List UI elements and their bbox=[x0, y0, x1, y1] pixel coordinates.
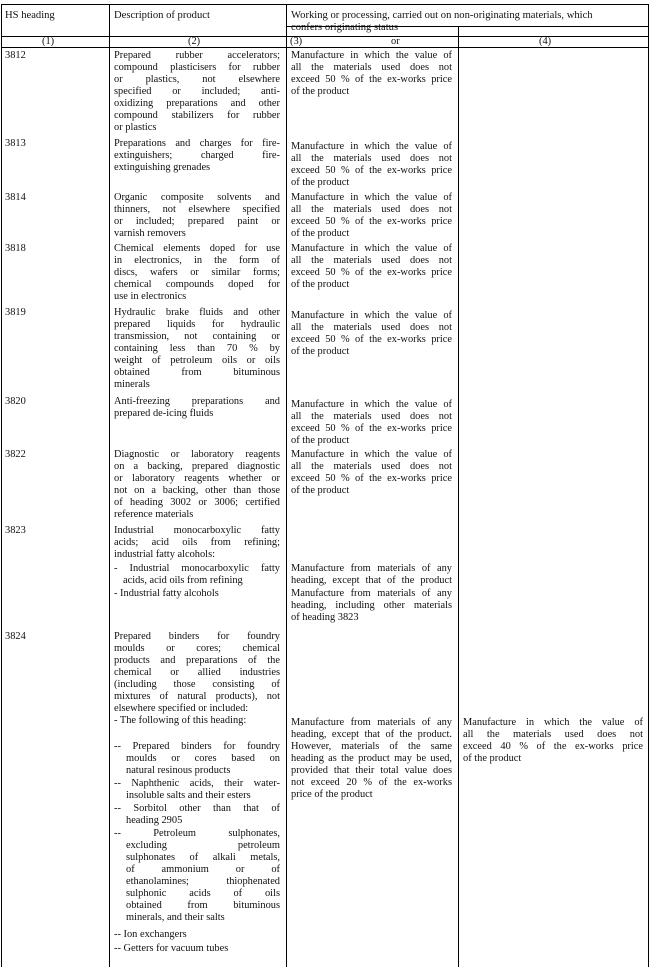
rule-line: Manufacture from materials of any bbox=[291, 588, 452, 599]
rule-line: Manufacture in which the value of bbox=[291, 141, 452, 152]
table-left-border bbox=[1, 4, 2, 967]
list-item: obtained from bituminous bbox=[126, 900, 280, 911]
rule-line: Manufacture from materials of any bbox=[291, 563, 452, 574]
description-line: varnish removers bbox=[114, 228, 186, 239]
description-line: specified or included; anti- bbox=[114, 86, 280, 97]
subheading-line: acids, acid oils from refining bbox=[123, 575, 243, 586]
hs-code: 3822 bbox=[5, 449, 26, 460]
list-item: of ammonium or of bbox=[126, 864, 280, 875]
description-line: chemical or allied industries bbox=[114, 667, 280, 678]
description-line: moulds or cores; chemical bbox=[114, 643, 280, 654]
rule-line: Manufacture in which the value of bbox=[291, 243, 452, 254]
subheading-line: - Industrial monocarboxylic fatty bbox=[114, 563, 280, 574]
description-line: Preparations and charges for fire- bbox=[114, 138, 280, 149]
description-line: of heading 3002 or 3006; certified bbox=[114, 497, 280, 508]
rule-line: all the materials used does not bbox=[291, 153, 452, 164]
description-line: Organic composite solvents and bbox=[114, 192, 280, 203]
hs-code: 3823 bbox=[5, 525, 26, 536]
rule-line: exceed 50 % of the ex-works price bbox=[291, 423, 452, 434]
hs-code: 3824 bbox=[5, 631, 26, 642]
description-line: oxidizing preparations and other bbox=[114, 98, 280, 109]
rule-line: heading, including other materials bbox=[291, 600, 452, 611]
rule-line: exceed 50 % of the ex-works price bbox=[291, 74, 452, 85]
rule-line: provided that their total value does bbox=[291, 765, 452, 776]
rule-line: Manufacture in which the value of bbox=[463, 717, 643, 728]
hs-code: 3818 bbox=[5, 243, 26, 254]
description-line: mixtures of natural products), not bbox=[114, 691, 280, 702]
rule-line: of the product bbox=[291, 485, 350, 496]
hs-code: 3819 bbox=[5, 307, 26, 318]
description-line: containing less than 70 % by bbox=[114, 343, 280, 354]
hs-code: 3812 bbox=[5, 50, 26, 61]
rule-line: all the materials used does not bbox=[291, 322, 452, 333]
list-item: minerals, and their salts bbox=[126, 912, 225, 923]
rule-line: Manufacture in which the value of bbox=[291, 50, 452, 61]
rule-line: all the materials used does not bbox=[291, 255, 452, 266]
subheading-line: - Industrial fatty alcohols bbox=[114, 588, 219, 599]
rule-line: exceed 50 % of the ex-works price bbox=[291, 473, 452, 484]
description-line: not on a backing, other than those bbox=[114, 485, 280, 496]
column-number-2: (2) bbox=[188, 36, 201, 47]
list-item: -- Getters for vacuum tubes bbox=[114, 943, 229, 954]
column-divider-1 bbox=[109, 4, 110, 967]
rule-line: Manufacture in which the value of bbox=[291, 192, 452, 203]
rule-line: of the product bbox=[463, 753, 522, 764]
rule-line: Manufacture in which the value of bbox=[291, 449, 452, 460]
description-line: extinguishers; charged fire- bbox=[114, 150, 280, 161]
table-top-rule bbox=[1, 4, 649, 5]
rule-line: exceed 50 % of the ex-works price bbox=[291, 165, 452, 176]
rule-line: of the product bbox=[291, 177, 350, 188]
description-line: Chemical elements doped for use bbox=[114, 243, 280, 254]
table-right-border bbox=[648, 4, 649, 967]
description-line: discs, wafers or similar forms; bbox=[114, 267, 280, 278]
description-line: elsewhere specified or included: bbox=[114, 703, 249, 714]
hs-code: 3813 bbox=[5, 138, 26, 149]
list-item: ethanolamines; thiophenated bbox=[126, 876, 280, 887]
list-item: moulds or cores based on bbox=[126, 753, 280, 764]
description-line: Prepared binders for foundry bbox=[114, 631, 280, 642]
description-line: use in electronics bbox=[114, 291, 187, 302]
list-item: sulphonic acids of oils bbox=[126, 888, 280, 899]
list-item: -- Prepared binders for foundry bbox=[114, 741, 280, 752]
list-item: -- Naphthenic acids, their water- bbox=[114, 778, 280, 789]
description-line: transmission, not containing or bbox=[114, 331, 280, 342]
hs-code: 3814 bbox=[5, 192, 26, 203]
header-working-line2: confers originating status bbox=[291, 22, 399, 33]
description-line: on a backing, prepared diagnostic bbox=[114, 461, 280, 472]
list-item: -- Petroleum sulphonates, bbox=[114, 828, 280, 839]
description-line: extinguishing grenades bbox=[114, 162, 211, 173]
description-line: weight of petroleum oils or oils bbox=[114, 355, 280, 366]
description-line: chemical compounds doped for bbox=[114, 279, 280, 290]
description-line: compound plasticisers for rubber bbox=[114, 62, 280, 73]
header-working-line1: Working or processing, carried out on non-originating materials, which bbox=[291, 10, 593, 21]
list-item: -- Ion exchangers bbox=[114, 929, 187, 940]
list-item: excluding petroleum bbox=[126, 840, 280, 851]
rule-line: all the materials used does not bbox=[291, 62, 452, 73]
rule-line: all the materials used does not bbox=[291, 411, 452, 422]
description-line: reference materials bbox=[114, 509, 194, 520]
description-line: or included; prepared paint or bbox=[114, 216, 280, 227]
rule-line: price of the product bbox=[291, 789, 373, 800]
description-line: obtained from bituminous bbox=[114, 367, 280, 378]
list-item: insoluble salts and their esters bbox=[126, 790, 251, 801]
column-divider-2 bbox=[286, 4, 287, 967]
list-item: -- Sorbitol other than that of bbox=[114, 803, 280, 814]
rule-line: of the product bbox=[291, 279, 350, 290]
rule-line: of the product bbox=[291, 435, 350, 446]
rule-line: Manufacture in which the value of bbox=[291, 310, 452, 321]
description-line: (including those consisting of bbox=[114, 679, 280, 690]
rule-line: not exceed 20 % of the ex-works bbox=[291, 777, 452, 788]
rule-line: heading as the product may be used, bbox=[291, 753, 452, 764]
rule-line: exceed 50 % of the ex-works price bbox=[291, 334, 452, 345]
description-line: Industrial monocarboxylic fatty bbox=[114, 525, 280, 536]
header-hs-heading: HS heading bbox=[5, 10, 55, 21]
description-line: compound stabilizers for rubber bbox=[114, 110, 280, 121]
rule-line: all the materials used does not bbox=[291, 461, 452, 472]
header-bottom-rule bbox=[1, 36, 649, 37]
column-number-1: (1) bbox=[42, 36, 55, 47]
description-line: in electronics, in the form of bbox=[114, 255, 280, 266]
description-line: or plastics bbox=[114, 122, 157, 133]
rule-line: all the materials used does not bbox=[463, 729, 643, 740]
description-line: products and preparations of the bbox=[114, 655, 280, 666]
hs-code: 3820 bbox=[5, 396, 26, 407]
description-line: or laboratory reagents whether or bbox=[114, 473, 280, 484]
rule-line: of the product bbox=[291, 228, 350, 239]
list-item: natural resinous products bbox=[126, 765, 231, 776]
header-description: Description of product bbox=[114, 10, 210, 21]
rule-line: exceed 50 % of the ex-works price bbox=[291, 267, 452, 278]
rule-line: exceed 40 % of the ex-works price bbox=[463, 741, 643, 752]
column-divider-3 bbox=[458, 26, 459, 967]
column-number-rule bbox=[1, 47, 649, 48]
subheading-line: - The following of this heading: bbox=[114, 715, 247, 726]
description-line: prepared liquids for hydraulic bbox=[114, 319, 280, 330]
rule-line: of the product bbox=[291, 86, 350, 97]
rule-line: Manufacture in which the value of bbox=[291, 399, 452, 410]
description-line: or plastics, not elsewhere bbox=[114, 74, 280, 85]
rule-line: all the materials used does not bbox=[291, 204, 452, 215]
rule-line: heading, except that of the product. bbox=[291, 729, 452, 740]
column-number-4: (4) bbox=[539, 36, 552, 47]
description-line: industrial fatty alcohols: bbox=[114, 549, 215, 560]
rule-line: of heading 3823 bbox=[291, 612, 359, 623]
description-line: Diagnostic or laboratory reagents bbox=[114, 449, 280, 460]
description-line: acids; acid oils from refining; bbox=[114, 537, 280, 548]
rule-line: Manufacture from materials of any bbox=[291, 717, 452, 728]
description-line: thinners, not elsewhere specified bbox=[114, 204, 280, 215]
rule-line: exceed 50 % of the ex-works price bbox=[291, 216, 452, 227]
rule-line: of the product bbox=[291, 346, 350, 357]
description-line: prepared de-icing fluids bbox=[114, 408, 214, 419]
column-or-label: or bbox=[391, 36, 400, 47]
column-number-3: (3) bbox=[290, 36, 303, 47]
description-line: Anti-freezing preparations and bbox=[114, 396, 280, 407]
list-item: sulphonates of alkali metals, bbox=[126, 852, 280, 863]
list-item: heading 2905 bbox=[126, 815, 183, 826]
description-line: Hydraulic brake fluids and other bbox=[114, 307, 280, 318]
rule-line: However, materials of the same bbox=[291, 741, 452, 752]
description-line: minerals bbox=[114, 379, 150, 390]
rule-line: heading, except that of the product bbox=[291, 575, 452, 586]
description-line: Prepared rubber accelerators; bbox=[114, 50, 280, 61]
